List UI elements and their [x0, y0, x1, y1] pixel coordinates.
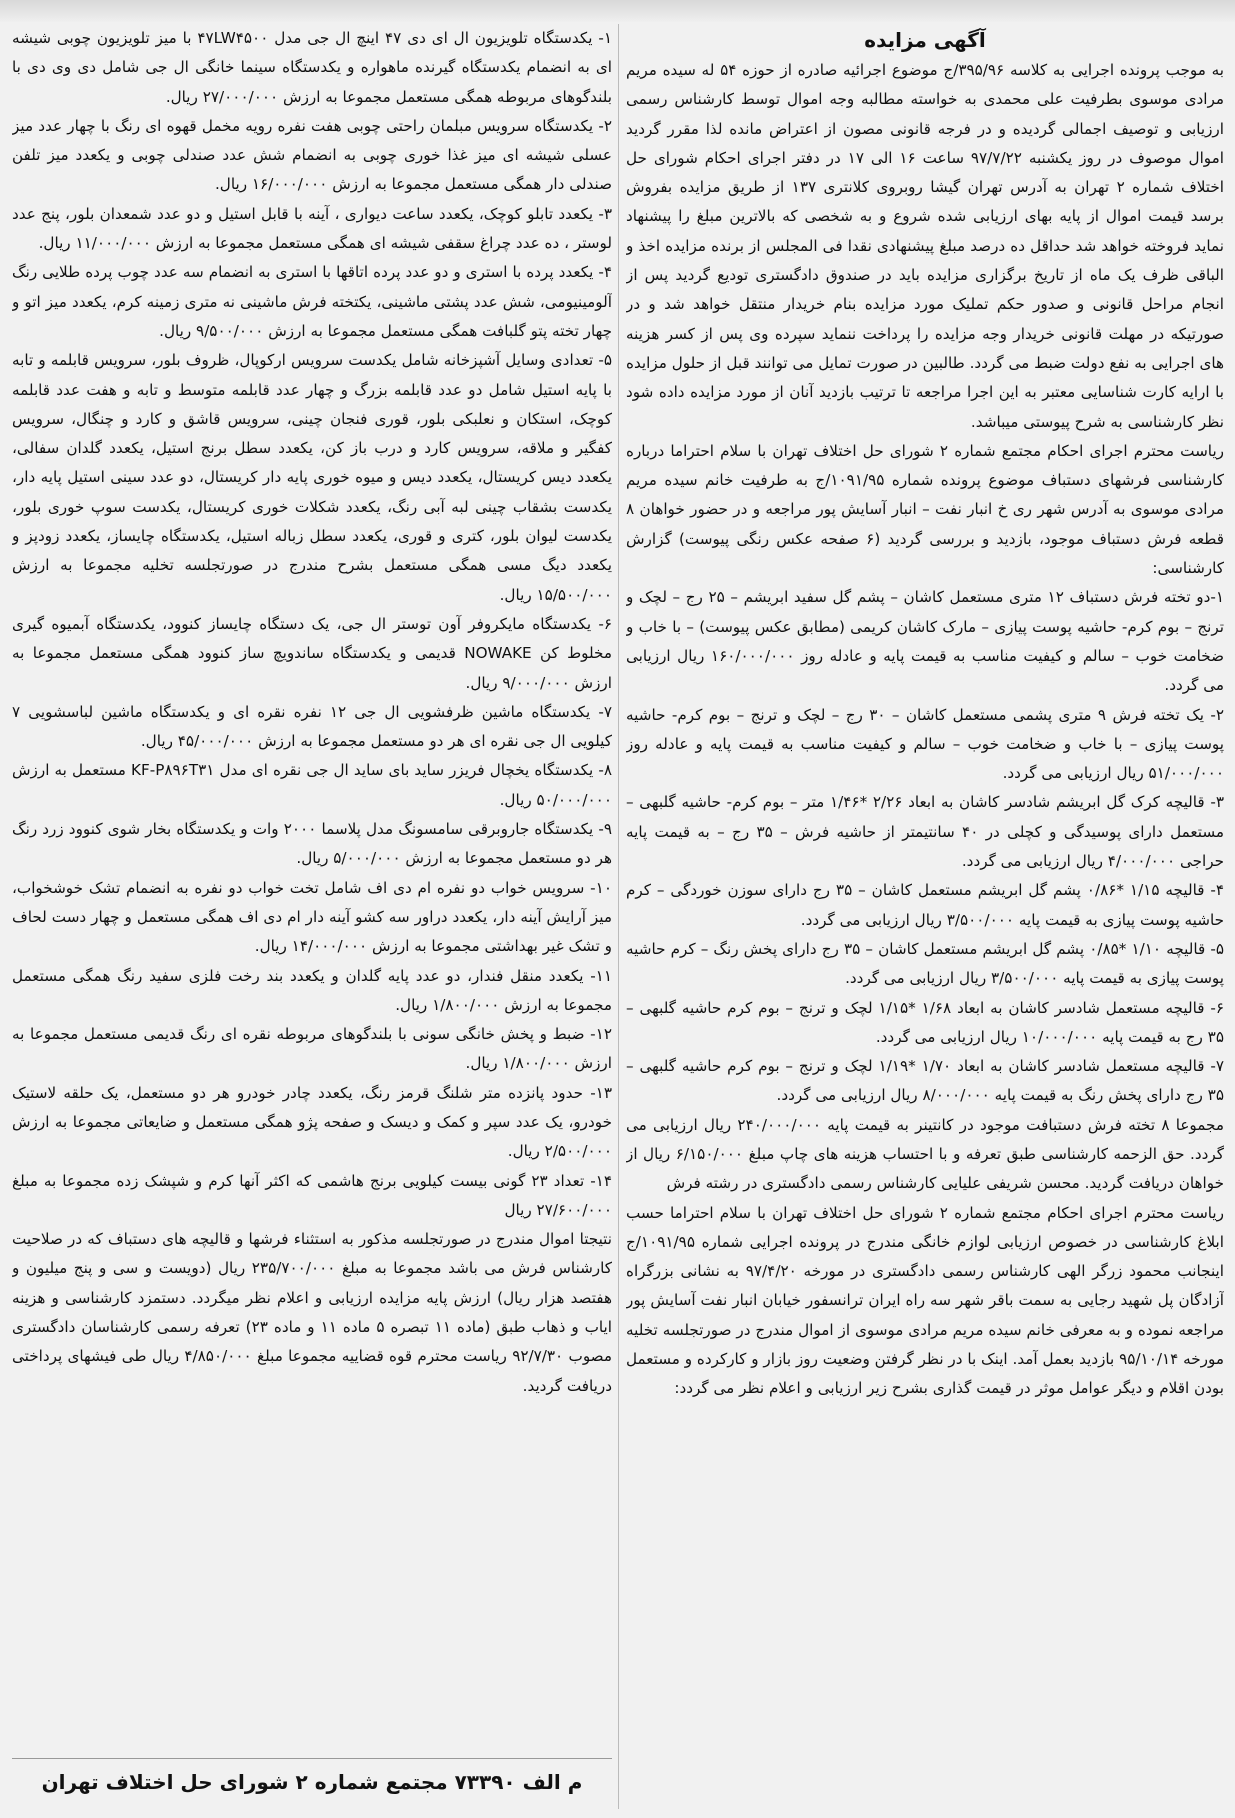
paragraph: ریاست محترم اجرای احکام مجتمع شماره ۲ شورای حل اختلاف تهران با سلام احتراما حسب ابلاغ کارشناسی در خصوص ارزیابی لوازم خانگی مندرج در پرونده اجرایی شماره ۱۰۹۱/۹۵/ج اینجانب محمود زرگر الهی کارشناس رسمی دادگستری در مورخه ۹۷/۴/۲۰ به نشانی بزرگراه آزادگان پل شهید رجایی به سمت باقر شهر سه راه ایران ترانسفور خیابان انبار نفت آسایش پور مراجعه نموده و به معرفی خانم سیده مریم مرادی موسوی از اموال مندرج در صورتجلسه تخلیه مورخه ۹۵/۱۰/۱۴ بازدید بعمل آمد. اینک با در نظر گرفتن وضعیت روز بازار و کارکرده و مستعمل بودن اقلام و دیگر عوامل موثر در قیمت گذاری بشرح زیر ارزیابی و اعلام نظر می گردد:	[626, 1203, 1224, 1398]
paragraph: نتیجتا اموال مندرج در صورتجلسه مذکور به استثناء فرشها و قالیچه های دستباف که در صلاحیت کارشناس فرش می باشد مجموعا به مبلغ ۲۳۵/۷۰۰/۰۰۰ ریال (دویست و سی و پنج میلیون و هفتصد هزار ریال) ارزش پایه مزایده ارزیابی و اعلام نظر میگردد. دستمزد کارشناسی و هزینه ایاب و ذهاب طبق (ماده ۱۱ تبصره ۵ ماده ۱۱ و ماده ۲۳) تعرفه رسمی کارشناسان دادگستری مصوب ۹۲/۷/۳۰ ریاست محترم قوه قضاییه مجموعا مبلغ ۴/۸۵۰/۰۰۰ ریال طی فیشهای پرداختی دریافت گردید.	[12, 1230, 612, 1395]
list-item: ۷- یکدستگاه ماشین ظرفشویی ال جی ۱۲ نفره نقره ای و یکدستگاه ماشین لباسشویی ۷ کیلویی ال جی نقره ای هر دو مستعمل مجموعا به ارزش ۴۵/۰۰۰/۰۰۰ ریال.	[12, 702, 612, 751]
list-item: ۱۰- سرویس خواب دو نفره ام دی اف شامل تخت خواب دو نفره به انضمام تشک خوشخواب، میز آرایش آینه دار، یکعدد دراور سه کشو آینه دار ام دی اف همگی مستعمل و چهار دست لحاف و تشک غیر بهداشتی مجموعا به ارزش ۱۴/۰۰۰/۰۰۰ ریال.	[12, 878, 612, 956]
list-item: ۱۴- تعداد ۲۳ گونی بیست کیلویی برنج هاشمی که اکثر آنها کرم و شپشک زده مجموعا به مبلغ ۲۷/۶۰۰/۰۰۰ ریال	[12, 1171, 612, 1219]
left-column	[12, 24, 612, 1714]
paragraph: مجموعا ۸ تخته فرش دستبافت موجود در کانتینر به قیمت پایه ۲۴۰/۰۰۰/۰۰۰ ریال ارزیابی می گردد. حق الزحمه کارشناسی طبق تعرفه و با احتساب هزینه های چاپ مبلغ ۶/۱۵۰/۰۰۰ ریال از خواهان دریافت گردید. محسن شریفی علیایی کارشناس رسمی دادگستری در رشته فرش	[626, 1115, 1224, 1193]
paragraph: ۱-دو تخته فرش دستباف ۱۲ متری مستعمل کاشان – پشم گل سفید ابریشم – ۲۵ رج – لچک و ترنج – بوم کرم- حاشیه پوست پیازی – مارک کاشان کریمی (مطابق عکس پیوست) – با خاب و ضخامت خوب – سالم و کیفیت مناسب به قیمت پایه و عادله روز ۱۶۰/۰۰۰/۰۰۰ ریال ارزیابی می گردد.	[626, 588, 1224, 695]
list-item: ۱۱- یکعدد منقل فندار، دو عدد پایه گلدان و یکعدد بند رخت فلزی سفید رنگ همگی مستعمل مجموعا به ارزش ۱/۸۰۰/۰۰۰ ریال.	[12, 966, 612, 1014]
top-edge-strip	[0, 0, 1235, 22]
notice-title: آگهی مزایده	[864, 28, 986, 52]
list-item: ۱- یکدستگاه تلویزیون ال ای دی ۴۷ اینچ ال جی مدل ۴۷LW۴۵۰۰ با میز تلویزیون چوبی شیشه ای به انضمام یکدستگاه گیرنده ماهواره و یکدستگاه سینما خانگی ال جی شامل دی وی دی با بلندگوهای مربوطه همگی مستعمل مجموعا به ارزش ۲۷/۰۰۰/۰۰۰ ریال.	[12, 29, 612, 106]
paragraph: ۶- قالیچه مستعمل شادسر کاشان به ابعاد ۱/۶۸ *۱/۱۵ لچک و ترنج – بوم کرم حاشیه گلبهی – ۳۵ رج به قیمت پایه ۱۰/۰۰۰/۰۰۰ ریال ارزیابی می گردد.	[626, 998, 1224, 1046]
list-item: ۴- یکعدد پرده با استری و دو عدد پرده اتاقها با استری به انضمام سه عدد چوب پرده طلایی رنگ آلومینیومی، شش عدد پشتی ماشینی، یکتخته فرش ماشینی نه متری زمینه کرم، یکعدد میز اتو و چهار تخته پتو گلبافت همگی مستعمل مجموعا به ارزش ۹/۵۰۰/۰۰۰ ریال.	[12, 263, 612, 340]
column-divider	[618, 24, 619, 1809]
paragraph: ۲- یک تخته فرش ۹ متری پشمی مستعمل کاشان – ۳۰ رج – لچک و ترنج – بوم کرم- حاشیه پوست پیازی – با خاب و ضخامت خوب – سالم و کیفیت مناسب به قیمت پایه و عادله روز ۵۱/۰۰۰/۰۰۰ ریال ارزیابی می گردد.	[626, 705, 1224, 783]
list-item: ۵- تعدادی وسایل آشپزخانه شامل یکدست سرویس ارکوپال، ظروف بلور، سرویس قابلمه و تابه با پایه استیل شامل دو عدد قابلمه بزرگ و چهار عدد قابلمه متوسط و تابه و هفت عدد قابلمه کوچک، استکان و نعلبکی بلور، قوری فنجان چینی، سرویس قاشق و کارد و چنگال، سرویس کفگیر و ملاقه، سرویس کارد و درب باز کن، یکعدد سطل برنج استیل، یکعدد گلدان سفالی، یکعدد دیس کریستال، یکعدد دیس و میوه خوری پایه دار کریستال، دو عدد سینی استیل پایه دار، یکدست بشقاب چینی لبه آبی رنگ، یکعدد شکلات خوری کریستال، یکدست سوپ خوری بلور، یکدست لیوان بلور، کتری و قوری، یکعدد سطل زباله استیل، یکدستگاه چایساز، یکعدد زودپز و یکعدد دیگ مسی همگی مستعمل بشرح مندرج در صورتجلسه تخلیه مجموعا به ارزش ۱۵/۵۰۰/۰۰۰ ریال.	[12, 351, 612, 604]
paragraph: ۳- قالیچه کرک گل ابریشم شادسر کاشان به ابعاد ۲/۲۶ *۱/۴۶ متر – بوم کرم- حاشیه گلبهی – مستعمل دارای پوسیدگی و کچلی در ۴۰ سانتیمتر از حاشیه فرش – ۳۵ رج – به قیمت پایه حراجی ۴/۰۰۰/۰۰۰ ریال ارزیابی می گردد.	[626, 793, 1224, 871]
list-item: ۹- یکدستگاه جاروبرقی سامسونگ مدل پلاسما ۲۰۰۰ وات و یکدستگاه بخار شوی کنوود زرد رنگ هر دو مستعمل مجموعا به ارزش ۵/۰۰۰/۰۰۰ ریال.	[12, 820, 612, 868]
list-item: ۶- یکدستگاه مایکروفر آون توستر ال جی، یک دستگاه چایساز کنوود، یکدستگاه آبمیوه گیری مخلوط کن NOWAKE قدیمی و یکدستگاه ساندویچ ساز کنوود همگی مستعمل مجموعا به ارزش ۹/۰۰۰/۰۰۰ ریال.	[12, 614, 612, 692]
paragraph: ۷- قالیچه مستعمل شادسر کاشان به ابعاد ۱/۷۰ *۱/۱۹ لچک و ترنج – بوم کرم حاشیه گلبهی – ۳۵ رج دارای پخش رنگ به قیمت پایه ۸/۰۰۰/۰۰۰ ریال ارزیابی می گردد.	[626, 1057, 1224, 1105]
paragraph: ریاست محترم اجرای احکام مجتمع شماره ۲ شورای حل اختلاف تهران با سلام احتراما درباره کارشناسی فرشهای دستباف موضوع پرونده شماره ۱۰۹۱/۹۵/ج به طرفیت خانم سیده مریم مرادی موسوی به آدرس شهر ری خ انبار نفت – انبار آسایش پور مراجعه و در حضور خواهان ۸ قطعه فرش دستباف موجود، بازدید و بررسی گردید (۶ صفحه عکس رنگی پیوست) گزارش کارشناسی:	[626, 441, 1224, 578]
list-item: ۱۳- حدود پانزده متر شلنگ قرمز رنگ، یکعدد چادر خودرو هر دو مستعمل، یک حلقه لاستیک خودرو، یک عدد سپر و کمک و دیسک و صفحه پژو همگی مستعمل و ضایعاتی مجموعا به ارزش ۲/۵۰۰/۰۰۰ ریال.	[12, 1083, 612, 1161]
list-item: ۳- یکعدد تابلو کوچک، یکعدد ساعت دیواری ، آینه با قابل استیل و دو عدد شمعدان بلور، پنج عدد لوستر ، ده عدد چراغ سقفی شیشه ای همگی مستعمل مجموعا به ارزش ۱۱/۰۰۰/۰۰۰ ریال.	[12, 204, 612, 253]
list-item: ۲- یکدستگاه سرویس مبلمان راحتی چوبی هفت نفره رویه مخمل قهوه ای رنگ با چهار عدد میز عسلی شیشه ای میز غذا خوری چوبی به انضمام شش عدد صندلی چوبی و یکعدد میز تلفن صندلی دار همگی مستعمل مجموعا به ارزش ۱۶/۰۰۰/۰۰۰ ریال.	[12, 116, 612, 194]
paragraph: به موجب پرونده اجرایی به کلاسه ۳۹۵/۹۶/ج موضوع اجرائیه صادره از حوزه ۵۴ له سیده مریم مرادی موسوی بطرفیت علی محمدی به خواسته مطالبه وجه اموال توسط کارشناس رسمی ارزیابی و توصیف اجمالی گردیده و در فرجه قانونی مصون از اعتراض مانده لذا مقرر گردید اموال موصوف در روز یکشنبه ۹۷/۷/۲۲ ساعت ۱۶ الی ۱۷ در دفتر اجرای احکام شورای حل اختلاف شماره ۲ تهران به آدرس تهران گیشا روبروی کلانتری ۱۳۷ از طریق مزایده بفروش برسد قیمت اموال از پایه بهای ارزیابی شده شروع و به شخصی که بالاترین مبلغ را پیشنهاد نماید فروخته خواهد شد حداقل ده درصد مبلغ پیشنهادی نقدا فی المجلس از برنده مزایده اخذ و الباقی ظرف یک ماه از تاریخ برگزاری مزایده باید در صندوق دادگستری تودیع گردید پس از انجام مراحل قانونی و صدور حکم تملیک مورد مزایده بنام خریدار منتقل خواهد شد و در صورتیکه در مهلت قانونی خریدار وجه مزایده را پرداخت ننماید سپرده وی پس از کسر هزینه های اجرایی به نفع دولت ضبط می گردد. طالبین در صورت تمایل می توانند قبل از حلول مزایده با ارایه کارت شناسایی معتبر به این اجرا مراجعه تا ترتیب بازدید آنان از مورد مزایده داده شود نظر کارشناسی به شرح پیوستی میباشد.	[626, 61, 1224, 431]
right-column	[626, 24, 1224, 1814]
notice-footer: م الف ۷۳۳۹۰ مجتمع شماره ۲ شورای حل اختلاف تهران	[41, 1770, 583, 1794]
paragraph: ۴- قالیچه ۱/۱۵ *۰/۸۶ پشم گل ابریشم مستعمل کاشان – ۳۵ رج دارای سوزن خوردگی – کرم حاشیه پوست پیازی به قیمت پایه ۳/۵۰۰/۰۰۰ ریال ارزیابی می گردد.	[626, 881, 1224, 929]
paragraph: ۵- قالیچه ۱/۱۰ *۰/۸۵ پشم گل ابریشم مستعمل کاشان – ۳۵ رج دارای پخش رنگ – کرم حاشیه پوست پیازی به قیمت پایه ۳/۵۰۰/۰۰۰ ریال ارزیابی می گردد.	[626, 939, 1224, 988]
footer-rule	[12, 1758, 612, 1759]
list-item: ۱۲- ضبط و پخش خانگی سونی با بلندگوهای مربوطه نقره ای رنگ قدیمی مستعمل مجموعا به ارزش ۱/۸۰۰/۰۰۰ ریال.	[12, 1025, 612, 1073]
list-item: ۸- یکدستگاه یخچال فریزر ساید بای ساید ال جی نقره ای مدل KF-P۸۹۶T۳۱ مستعمل به ارزش ۵۰/۰۰۰/۰۰۰ ریال.	[12, 761, 612, 809]
